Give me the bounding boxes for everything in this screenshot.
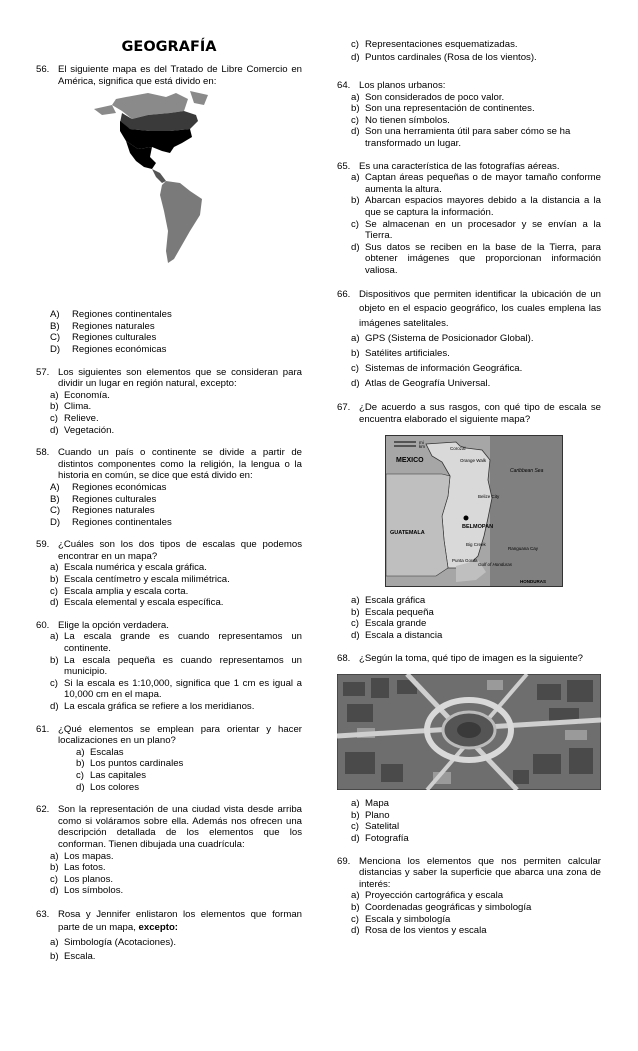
question-number: 69. (337, 855, 351, 867)
question-text: ¿Según la toma, qué tipo de imagen es la siguiente? (359, 652, 584, 664)
question-number: 56. (36, 64, 50, 75)
question-64 (337, 80, 601, 150)
belize-map-image (385, 435, 601, 587)
option-a: a) Escala gráfica (351, 595, 426, 607)
option-d: D) Regiones económicas (50, 343, 167, 355)
question-number: 64. (337, 80, 351, 91)
option-c: c) Escala grande (351, 618, 427, 630)
scale-km-label: km (419, 444, 425, 450)
question-65 (337, 161, 601, 277)
left-column (36, 0, 302, 975)
option-a: a) Simbología (Acotaciones). (50, 936, 176, 948)
page-title: GEOGRAFÍA (121, 39, 217, 55)
option-b: B) Regiones culturales (50, 493, 157, 505)
question-59 (36, 539, 302, 609)
question-60 (36, 620, 302, 713)
option-a: a) Proyección cartográfica y escala (351, 890, 504, 902)
question-text: Rosa y Jennifer enlistaron los elementos que forman parte de un mapa, (58, 908, 302, 933)
option-c: c) No tienen símbolos. (351, 114, 450, 126)
option-d: d) La escala gráfica se refiere a los meridianos. (50, 701, 255, 712)
option-d: d) Sus datos se reciben en la base de la Tierra, para obtener imágenes que proporcionan información valiosa. (351, 241, 601, 276)
option-d: d) Atlas de Geografía Universal. (351, 378, 491, 389)
question-text: ¿De acuerdo a sus rasgos, con qué tipo de escala se encuentra elaborado el siguiente mapa? (359, 402, 601, 425)
option-a: a) Escala numérica y escala gráfica. (50, 562, 207, 574)
option-a: A) Regiones económicas (50, 481, 167, 493)
option-a: a) GPS (Sistema de Posicionador Global). (351, 333, 534, 344)
question-number: 57. (36, 366, 50, 378)
caribbean-label: Caribbean Sea (510, 468, 544, 475)
punta-gorda-label: Punta Gorda (452, 558, 478, 564)
option-b: b) Los puntos cardinales (76, 758, 184, 770)
question-57 (36, 367, 302, 437)
option-d: d) Escala elemental y escala específica. (50, 597, 224, 609)
option-d: D) Regiones continentales (50, 516, 172, 528)
scale-mi-label: mi (419, 440, 424, 446)
question-number: 58. (36, 447, 50, 459)
option-d: d) Escala a distancia (351, 629, 443, 641)
big-creek-label: Big Creek (466, 542, 486, 548)
corozal-label: Corozal (450, 446, 466, 452)
option-c: c) Se almacenan en un procesador y se envían a la Tierra. (351, 218, 601, 242)
option-c: c) Los planos. (50, 873, 114, 885)
question-number: 66. (337, 288, 351, 300)
option-b: b) La escala pequeña es cuando representamos un municipio. (50, 654, 302, 678)
option-c: c) Satelital (351, 821, 400, 833)
question-text: El siguiente mapa es del Tratado de Libre Comercio en América, significa que está divido en: (58, 64, 302, 87)
right-column (337, 0, 601, 948)
question-text: Cuando un país o continente se divide a partir de distintos componentes como la religión, la lengua o la historia en común, se dice que está divido en: (58, 447, 302, 482)
option-c: c) Escala amplia y escala corta. (50, 585, 189, 597)
belize-city-label: Belize City (478, 494, 500, 500)
question-69 (337, 856, 601, 937)
question-number: 61. (36, 723, 50, 735)
question-number: 65. (337, 160, 351, 172)
question-text: Los planos urbanos: (359, 80, 446, 91)
question-63-continued (337, 38, 601, 64)
option-d: d) Vegetación. (50, 424, 115, 436)
question-emphasis: excepto: (138, 921, 178, 933)
mexico-label: MEXICO (396, 457, 424, 465)
option-d: d) Rosa de los vientos y escala (351, 925, 487, 937)
option-b: b) Escala pequeña (351, 606, 434, 618)
question-number: 67. (337, 402, 351, 413)
option-b: b) Clima. (50, 401, 92, 413)
option-a: A) Regiones continentales (50, 309, 172, 321)
question-text: Dispositivos que permiten identificar la ubicación de un objeto en el espacio geográfico, los cuales emplena las imágenes satelitales. (359, 288, 601, 329)
option-a: a) Economía. (50, 389, 110, 401)
option-b: B) Regiones naturales (50, 320, 155, 332)
option-d: d) Los símbolos. (50, 885, 124, 897)
question-number: 68. (337, 652, 351, 664)
option-d: d) Los colores (76, 781, 140, 793)
question-text: ¿Qué elementos se emplean para orientar y hacer localizaciones en un plano? (58, 723, 302, 747)
option-b: b) Son una representación de continentes. (351, 103, 535, 115)
option-c: c) Sistemas de información Geográfica. (351, 363, 523, 374)
aerial-photo-image (337, 674, 601, 790)
question-62 (36, 804, 302, 897)
option-c: C) Regiones naturales (50, 505, 155, 517)
option-a: a) Mapa (351, 798, 389, 810)
question-61 (36, 724, 302, 794)
question-67 (337, 402, 601, 642)
option-d: d) Son una herramienta útil para saber cómo se ha transformado un lugar. (351, 126, 571, 149)
option-a: a) Son considerados de poco valor. (351, 91, 505, 103)
question-text: Son la representación de una ciudad vista desde arriba como si voláramos sobre ella. Además nos ofrecen una descripción detallada de los elementos que los conforman. Tienen dibujada una cuadrícula: (58, 804, 302, 850)
question-number: 63. (36, 908, 50, 920)
option-b: b) Coordenadas geográficas y simbología (351, 901, 532, 913)
question-68 (337, 653, 601, 845)
option-a: a) Captan áreas pequeñas o de mayor tamaño conforme aumenta la altura. (351, 172, 601, 195)
question-number: 62. (36, 804, 50, 816)
option-c: c) Las capitales (76, 769, 146, 781)
option-d: d) Fotografía (351, 832, 409, 844)
option-b: b) Escala. (50, 950, 96, 962)
question-63 (36, 908, 302, 964)
option-b: b) Plano (351, 809, 390, 821)
gulf-label: Gulf of Honduras (478, 562, 513, 568)
question-number: 60. (36, 619, 50, 631)
question-56 (36, 64, 302, 356)
question-number: 59. (36, 539, 50, 551)
option-b: b) Satélites artificiales. (351, 348, 450, 359)
americas-map-image (86, 91, 302, 267)
question-text: Los siguientes son elementos que se consideran para dividir un lugar en región natural, excepto: (58, 366, 302, 390)
question-text: Menciona los elementos que nos permiten calcular distancias y saber la superficie que abarca una zona de interés: (359, 855, 601, 890)
orange-walk-label: Orange Walk (460, 458, 487, 464)
honduras-label: HONDURAS (520, 579, 547, 585)
option-a: a) Escalas (76, 746, 124, 758)
option-d: d) Puntos cardinales (Rosa de los vientos). (351, 52, 537, 63)
option-c: C) Regiones culturales (50, 332, 157, 344)
option-b: b) Las fotos. (50, 862, 106, 874)
question-text: Elige la opción verdadera. (58, 619, 169, 631)
option-a: a) La escala grande es cuando representamos un continente. (50, 631, 302, 655)
option-c: c) Relieve. (50, 412, 99, 424)
question-66 (337, 288, 601, 392)
question-58 (36, 447, 302, 528)
belmopan-label: BELMOPAN (462, 524, 494, 531)
option-c: c) Representaciones esquematizadas. (351, 39, 518, 50)
ranguana-label: Ranguana Cay (508, 546, 539, 552)
guatemala-label: GUATEMALA (390, 530, 425, 537)
option-b: b) Escala centímetro y escala milimétrica. (50, 574, 230, 586)
option-a: a) Los mapas. (50, 850, 114, 862)
option-c: c) Si la escala es 1:10,000, significa que 1 cm es igual a 10,000 cm en el mapa. (50, 677, 302, 701)
option-c: c) Escala y simbología (351, 913, 451, 925)
question-text: ¿Cuáles son los dos tipos de escalas que podemos encontrar en un mapa? (58, 539, 302, 562)
question-text: Es una característica de las fotografías aéreas. (359, 160, 560, 172)
option-b: b) Abarcan espacios mayores debido a la distancia a la que se captura la información. (351, 195, 601, 218)
